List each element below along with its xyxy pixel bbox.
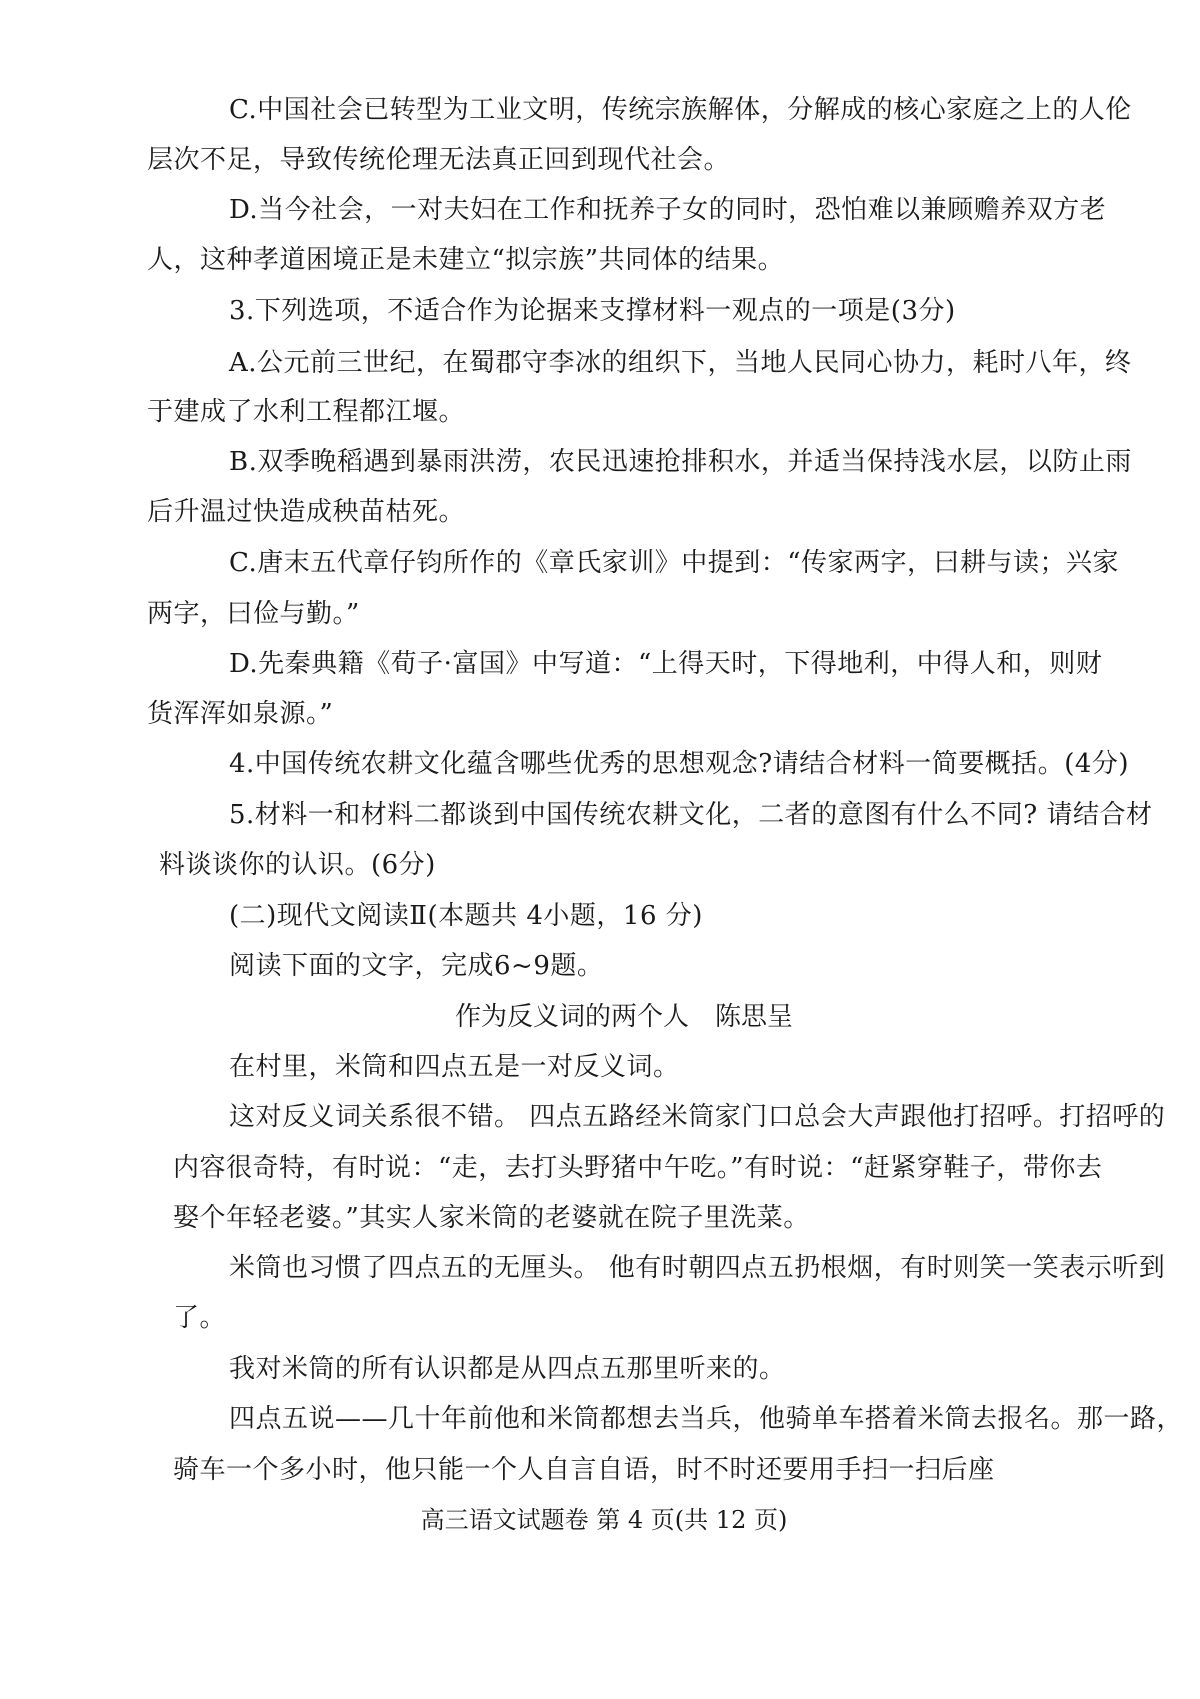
text-line: 两字，曰俭与勤。” bbox=[147, 599, 360, 629]
question-3: 3.下列选项，不适合作为论据来支撑材料一观点的一项是(3分) bbox=[229, 296, 956, 326]
instruction: 阅读下面的文字，完成6~9题。 bbox=[229, 951, 604, 981]
article-title: 作为反义词的两个人 陈思呈 bbox=[454, 1002, 793, 1032]
text-line: 后升温过快造成秧苗枯死。 bbox=[147, 497, 466, 527]
text-line: 于建成了水利工程都江堰。 bbox=[147, 397, 466, 427]
text-line: 在村里，米筒和四点五是一对反义词。 bbox=[229, 1052, 680, 1082]
page-footer: 高三语文试题卷 第 4 页(共 12 页) bbox=[420, 1506, 788, 1534]
text-line: 我对米筒的所有认识都是从四点五那里听来的。 bbox=[229, 1354, 786, 1384]
text-line: 人，这种孝道困境正是未建立“拟宗族”共同体的结果。 bbox=[147, 245, 785, 275]
section-heading: (二)现代文阅读Ⅱ(本题共 4小题，16 分) bbox=[229, 901, 703, 931]
text-line: D.先秦典籍《荀子·富国》中写道：“上得天时，下得地利，中得人和，则财 bbox=[229, 649, 1103, 679]
text-line: 娶个年轻老婆。”其实人家米筒的老婆就在院子里洗菜。 bbox=[173, 1203, 810, 1233]
question-5: 5.材料一和材料二都谈到中国传统农耕文化，二者的意图有什么不同? 请结合材 bbox=[229, 800, 1153, 830]
text-line: A.公元前三世纪，在蜀郡守李冰的组织下，当地人民同心协力，耗时八年，终 bbox=[229, 348, 1132, 378]
text-line: C.唐末五代章仔钧所作的《章氏家训》中提到：“传家两字，曰耕与读；兴家 bbox=[229, 548, 1120, 578]
text-line: 层次不足，导致传统伦理无法真正回到现代社会。 bbox=[147, 145, 731, 175]
question-4: 4.中国传统农耕文化蕴含哪些优秀的思想观念?请结合材料一简要概括。(4分) bbox=[229, 749, 1130, 779]
text-line: C.中国社会已转型为工业文明，传统宗族解体，分解成的核心家庭之上的人伦 bbox=[229, 95, 1132, 125]
text-line: 米筒也习惯了四点五的无厘头。 他有时朝四点五扔根烟，有时则笑一笑表示听到 bbox=[229, 1253, 1166, 1283]
text-line: 这对反义词关系很不错。 四点五路经米筒家门口总会大声跟他打招呼。打招呼的 bbox=[229, 1102, 1166, 1132]
text-line: D.当今社会，一对夫妇在工作和抚养子女的同时，恐怕难以兼顾赡养双方老 bbox=[229, 195, 1107, 225]
text-line: 货浑浑如泉源。” bbox=[147, 699, 334, 729]
text-line: 料谈谈你的认识。(6分) bbox=[159, 850, 436, 880]
text-line: 了。 bbox=[173, 1303, 227, 1333]
text-line: 骑车一个多小时，他只能一个人自言自语，时不时还要用手扫一扫后座 bbox=[173, 1455, 995, 1485]
text-line: B.双季晚稻遇到暴雨洪涝，农民迅速抢排积水，并适当保持浅水层，以防止雨 bbox=[229, 447, 1132, 477]
text-line: 内容很奇特，有时说：“走，去打头野猪中午吃。”有时说：“赶紧穿鞋子，带你去 bbox=[173, 1153, 1103, 1183]
text-line: 四点五说——几十年前他和米筒都想去当兵，他骑单车搭着米筒去报名。那一路， bbox=[229, 1404, 1184, 1434]
